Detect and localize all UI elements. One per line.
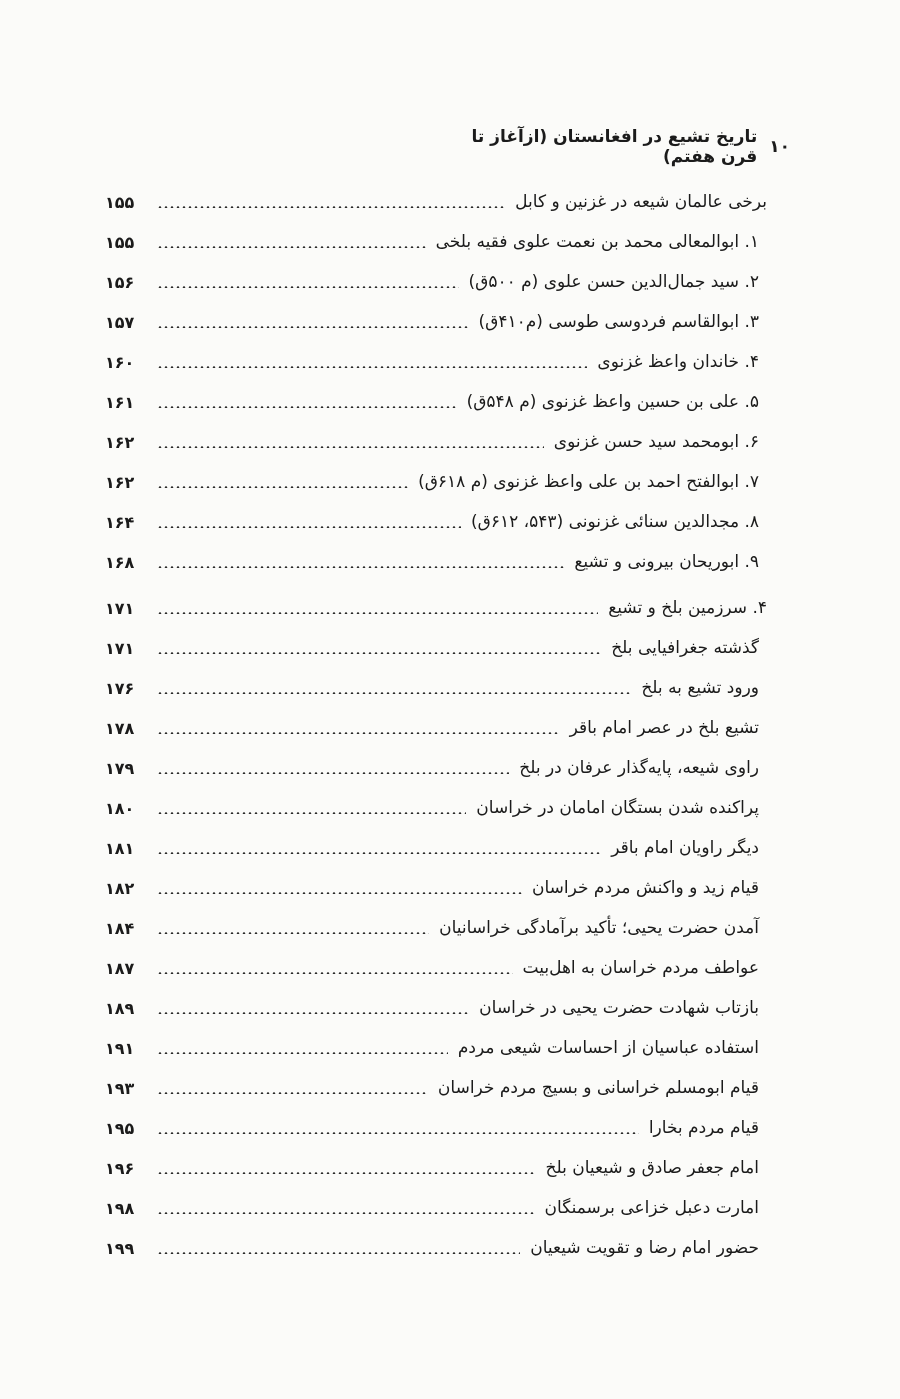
- toc-entry: [105, 1151, 767, 1185]
- toc-entry: [105, 591, 767, 625]
- toc-entry: [105, 545, 767, 579]
- running-header: [440, 127, 790, 167]
- dot-leader: [157, 246, 426, 248]
- toc-entry-page: ۱۵۵: [105, 192, 135, 212]
- toc-entry-title: قیام زید و واکنش مردم خراسان: [532, 878, 759, 898]
- toc-entry-page: ۱۵۶: [105, 272, 135, 292]
- toc-entry: [105, 751, 767, 785]
- toc-entry: [105, 631, 767, 665]
- page-number: ۱۰: [769, 137, 790, 157]
- dot-leader: [157, 446, 544, 448]
- dot-leader: [157, 972, 513, 974]
- toc-entry-page: ۱۶۱: [105, 392, 135, 412]
- toc-entry-page: ۱۷۸: [105, 718, 135, 738]
- toc-entry-page: ۱۷۱: [105, 598, 135, 618]
- toc-entry-title: ۵. علی بن حسین واعظ غزنوی (م ۵۴۸ق): [466, 392, 759, 412]
- toc-entry-page: ۱۶۲: [105, 472, 135, 492]
- dot-leader: [157, 286, 459, 288]
- toc-entry: [105, 911, 767, 945]
- toc-entry-title: تشیع بلخ در عصر امام باقر: [569, 718, 759, 738]
- toc-entry-title: ۹. ابوریحان بیرونی و تشیع: [574, 552, 759, 572]
- toc-entry-page: ۱۹۵: [105, 1118, 135, 1138]
- dot-leader: [157, 852, 601, 854]
- toc-entry-page: ۱۹۱: [105, 1038, 135, 1058]
- toc-entry-title: ۴. سرزمین بلخ و تشیع: [608, 598, 767, 618]
- toc-entry-page: ۱۷۹: [105, 758, 135, 778]
- toc-entry-page: ۱۶۰: [105, 352, 135, 372]
- toc-entry-title: ورود تشیع به بلخ: [641, 678, 759, 698]
- toc-entry-page: ۱۹۸: [105, 1198, 135, 1218]
- toc-entry: [105, 305, 767, 339]
- dot-leader: [157, 932, 429, 934]
- toc-entry-title: ۱. ابوالمعالی محمد بن نعمت علوی فقیه بلخی: [435, 232, 759, 252]
- toc-entry-title: عواطف مردم خراسان به اهل‌بیت: [522, 958, 759, 978]
- dot-leader: [157, 652, 601, 654]
- toc-entry-page: ۱۸۷: [105, 958, 135, 978]
- toc-entry: [105, 711, 767, 745]
- toc-entry-title: قیام مردم بخارا: [648, 1118, 759, 1138]
- toc-entry: [105, 951, 767, 985]
- toc-entry-title: امارت دعبل خزاعی برسمنگان: [544, 1198, 759, 1218]
- toc-entry-page: ۱۸۴: [105, 918, 135, 938]
- toc-entry-title: ۶. ابومحمد سید حسن غزنوی: [553, 432, 759, 452]
- toc-entry-page: ۱۷۶: [105, 678, 135, 698]
- toc-entry-page: ۱۹۹: [105, 1238, 135, 1258]
- toc-entry-title: پراکنده شدن بستگان امامان در خراسان: [476, 798, 759, 818]
- dot-leader: [157, 692, 631, 694]
- toc-entry-page: ۱۶۴: [105, 512, 135, 532]
- toc-entry-page: ۱۵۷: [105, 312, 135, 332]
- toc-entry-page: ۱۶۸: [105, 552, 135, 572]
- dot-leader: [157, 1052, 448, 1054]
- toc-entry: [105, 1191, 767, 1225]
- toc-entry: [105, 425, 767, 459]
- toc-entry: [105, 1111, 767, 1145]
- toc-entry-title: ۷. ابوالفتح احمد بن علی واعظ غزنوی (م ۶۱۸ق): [418, 472, 759, 492]
- toc-entry-page: ۱۹۶: [105, 1158, 135, 1178]
- toc-entry: [105, 1071, 767, 1105]
- toc-entry-title: قیام ابومسلم خراسانی و بسیج مردم خراسان: [437, 1078, 759, 1098]
- toc-entry: [105, 225, 767, 259]
- toc-entry: [105, 831, 767, 865]
- toc-entry-title: حضور امام رضا و تقویت شیعیان: [530, 1238, 759, 1258]
- toc-entry-title: گذشته جغرافیایی بلخ: [611, 638, 759, 658]
- toc-entry: [105, 991, 767, 1025]
- dot-leader: [157, 892, 522, 894]
- toc-entry-page: ۱۵۵: [105, 232, 135, 252]
- dot-leader: [157, 812, 466, 814]
- toc-entry-page: ۱۸۱: [105, 838, 135, 858]
- dot-leader: [157, 1252, 520, 1254]
- toc-entry: [105, 385, 767, 419]
- dot-leader: [157, 206, 505, 208]
- dot-leader: [157, 612, 598, 614]
- toc-entry-title: ۸. مجدالدین سنائی غزنونی (۵۴۳، ۶۱۲ق): [471, 512, 759, 532]
- toc-entry: [105, 465, 767, 499]
- toc-entry: [105, 185, 767, 219]
- toc-entry: [105, 1031, 767, 1065]
- toc-entry: [105, 1231, 767, 1265]
- toc-entry-page: ۱۸۹: [105, 998, 135, 1018]
- toc-entry-page: ۱۸۲: [105, 878, 135, 898]
- toc-entry-title: راوی شیعه، پایه‌گذار عرفان در بلخ: [519, 758, 759, 778]
- toc-entry-title: ۴. خاندان واعظ غزنوی: [597, 352, 759, 372]
- dot-leader: [157, 566, 564, 568]
- dot-leader: [157, 526, 461, 528]
- toc-entry-title: آمدن حضرت یحیی؛ تأکید برآمادگی خراسانیان: [439, 918, 759, 938]
- toc-entry-page: ۱۸۰: [105, 798, 135, 818]
- toc-entry: [105, 265, 767, 299]
- dot-leader: [157, 1092, 428, 1094]
- toc-entry-page: ۱۹۳: [105, 1078, 135, 1098]
- toc-entry-page: ۱۶۲: [105, 432, 135, 452]
- toc-entry-title: ۲. سید جمال‌الدین حسن علوی (م ۵۰۰ق): [468, 272, 759, 292]
- toc-entry-page: ۱۷۱: [105, 638, 135, 658]
- dot-leader: [157, 732, 560, 734]
- toc-entry-title: امام جعفر صادق و شیعیان بلخ: [545, 1158, 759, 1178]
- toc-entry-title: ۳. ابوالقاسم فردوسی طوسی (م۴۱۰ق): [478, 312, 759, 332]
- dot-leader: [157, 1012, 469, 1014]
- toc-entry: [105, 671, 767, 705]
- toc-entry-title: استفاده عباسیان از احساسات شیعی مردم: [457, 1038, 759, 1058]
- dot-leader: [157, 772, 509, 774]
- dot-leader: [157, 1172, 535, 1174]
- toc-entry-title: دیگر راویان امام باقر: [611, 838, 759, 858]
- toc-entry: [105, 505, 767, 539]
- dot-leader: [157, 326, 469, 328]
- running-title: تاریخ تشیع در افغانستان (ازآغاز تا قرن هفتم): [471, 127, 758, 167]
- toc-entry: [105, 345, 767, 379]
- dot-leader: [157, 486, 408, 488]
- toc-entry: [105, 871, 767, 905]
- toc-entry-title: بازتاب شهادت حضرت یحیی در خراسان: [479, 998, 759, 1018]
- dot-leader: [157, 1212, 535, 1214]
- dot-leader: [157, 366, 587, 368]
- toc-entry-title: برخی عالمان شیعه در غزنین و کابل: [515, 192, 767, 212]
- dot-leader: [157, 1132, 639, 1134]
- dot-leader: [157, 406, 457, 408]
- toc-entry: [105, 791, 767, 825]
